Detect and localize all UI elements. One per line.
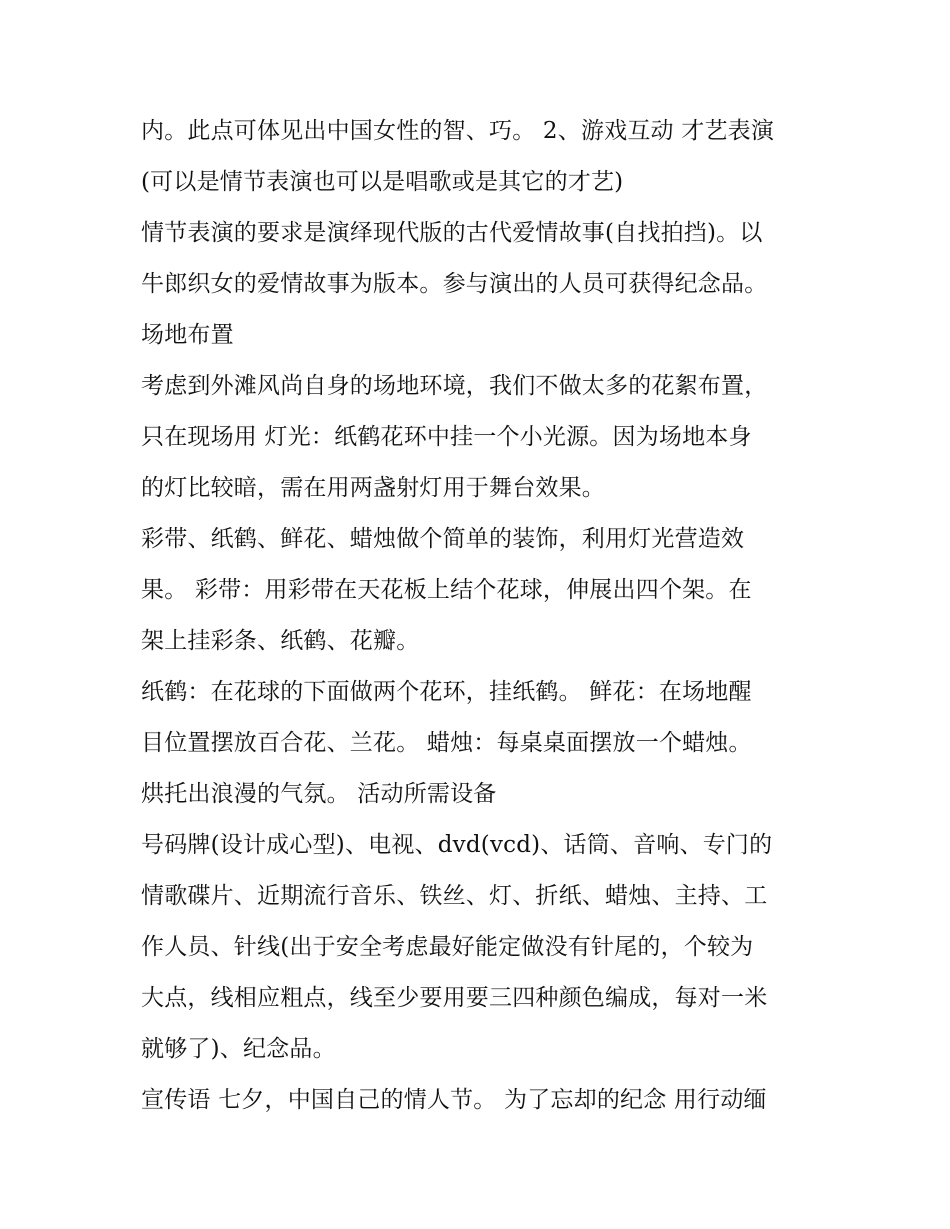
text-line: 情歌碟片、近期流行音乐、铁丝、灯、折纸、蜡烛、主持、工 (141, 883, 768, 909)
text-line: 架上挂彩条、纸鹤、花瓣。 (141, 628, 420, 654)
text-line: 情节表演的要求是演绎现代版的古代爱情故事(自找拍挡)。以 (141, 220, 763, 246)
text-line: 牛郎织女的爱情故事为版本。参与演出的人员可获得纪念品。 (141, 271, 768, 297)
text-line: 大点，线相应粗点，线至少要用要三四种颜色编成，每对一米 (141, 985, 768, 1011)
text-line: 烘托出浪漫的气氛。 活动所需设备 (141, 781, 497, 807)
section-heading: 场地布置 (141, 322, 234, 348)
text-line: 纸鹤：在花球的下面做两个花环，挂纸鹤。 鲜花：在场地醒 (141, 679, 752, 705)
text-line: 的灯比较暗，需在用两盏射灯用于舞台效果。 (141, 475, 605, 501)
text-line: 就够了)、纪念品。 (141, 1036, 336, 1062)
text-line: 宣传语 七夕，中国自己的情人节。 为了忘却的纪念 用行动缅 (141, 1087, 767, 1113)
text-line: 只在现场用 灯光：纸鹤花环中挂一个小光源。因为场地本身 (141, 424, 752, 450)
body-text (141, 108, 821, 1128)
text-line: 考虑到外滩风尚自身的场地环境，我们不做太多的花絮布置， (141, 373, 768, 399)
text-line: 内。此点可体见出中国女性的智、巧。 2、游戏互动 才艺表演 (141, 118, 775, 144)
text-line: 果。 彩带：用彩带在天花板上结个花球，伸展出四个架。在 (141, 577, 752, 603)
text-line: 作人员、针线(出于安全考虑最好能定做没有针尾的，个较为 (141, 934, 754, 960)
text-line: (可以是情节表演也可以是唱歌或是其它的才艺) (141, 169, 624, 195)
text-line: 彩带、纸鹤、鲜花、蜡烛做个简单的装饰，利用灯光营造效 (141, 526, 745, 552)
text-line: 号码牌(设计成心型)、电视、dvd(vcd)、话筒、音响、专门的 (141, 832, 773, 858)
text-line: 目位置摆放百合花、兰花。 蜡烛：每桌桌面摆放一个蜡烛。 (141, 730, 752, 756)
